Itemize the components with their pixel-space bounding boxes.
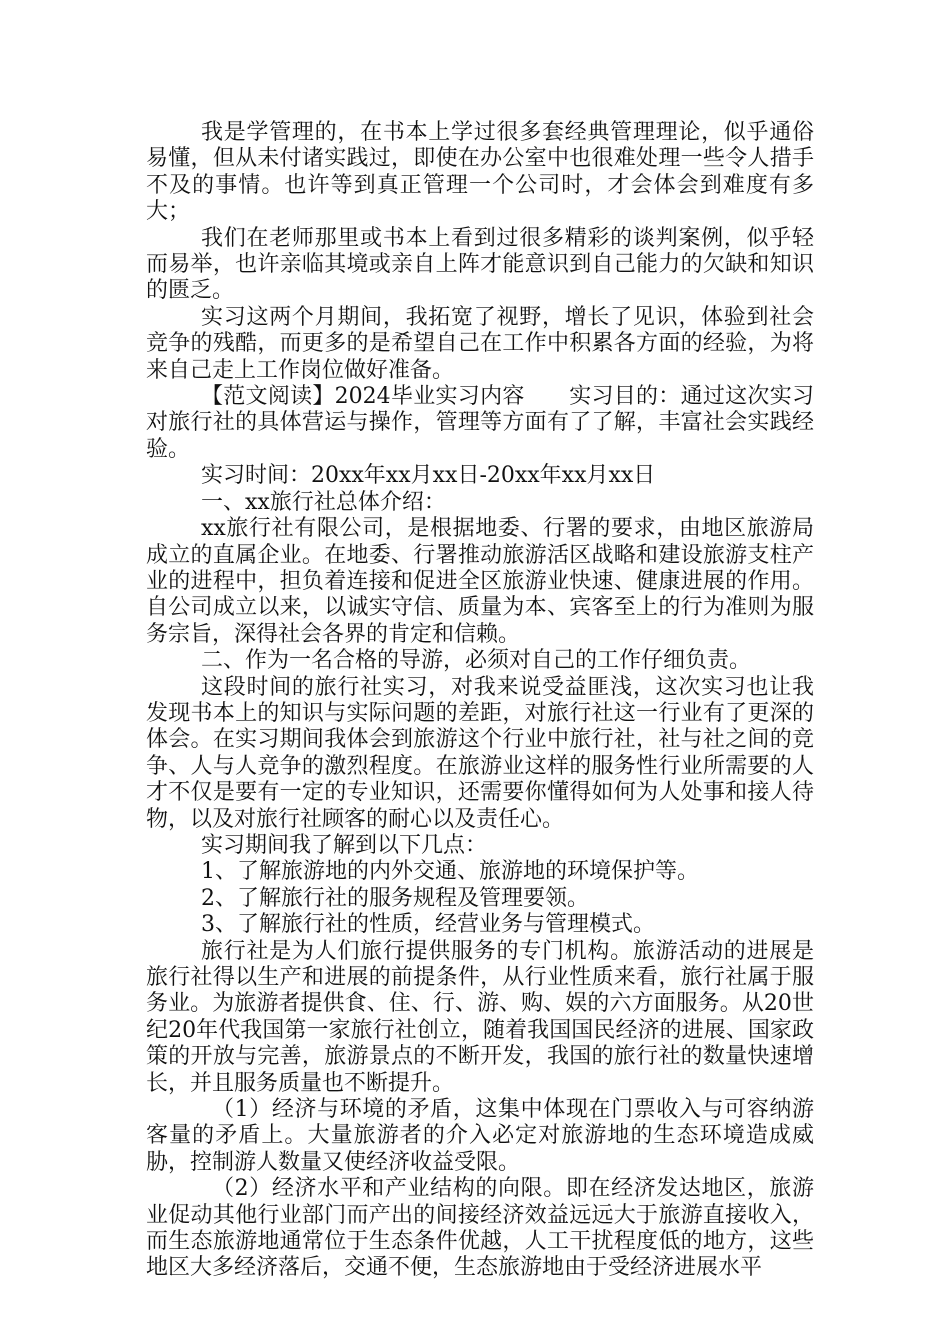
paragraph: 我是学管理的，在书本上学过很多套经典管理理论，似乎通俗易懂，但从未付诸实践过，即使在办公室中也很难处理一些令人措手不及的事情。也许等到真正管理一个公司时，才会体会到难度有多大； xyxy=(146,120,814,225)
paragraph: xx旅行社有限公司，是根据地委、行署的要求，由地区旅游局成立的直属企业。在地委、行署推动旅游活区战略和建设旅游支柱产业的进程中，担负着连接和促进全区旅游业快速、健康进展的作用。自公司成立以来，以诚实守信、质量为本、宾客至上的行为准则为服务宗旨，深得社会各界的肯定和信赖。 xyxy=(146,516,814,647)
list-item: 3、了解旅行社的性质，经营业务与管理模式。 xyxy=(201,912,655,938)
list-item: 1、了解旅游地的内外交通、旅游地的环境保护等。 xyxy=(201,859,699,885)
paragraph: 实习这两个月期间，我拓宽了视野，增长了见识，体验到社会竞争的残酷，而更多的是希望自己在工作中积累各方面的经验，为将来自己走上工作岗位做好准备。 xyxy=(146,304,814,383)
paragraph: 实习期间我了解到以下几点： xyxy=(201,832,488,858)
list-item: 2、了解旅行社的服务规程及管理要领。 xyxy=(201,885,589,911)
section-heading: 二、作为一名合格的导游，必须对自己的工作仔细负责。 xyxy=(201,648,752,674)
section-heading: 一、xx旅行社总体介绍： xyxy=(201,489,446,515)
paragraph: 旅行社是为人们旅行提供服务的专门机构。旅游活动的进展是旅行社得以生产和进展的前提条件，从行业性质来看，旅行社属于服务业。为旅游者提供食、住、行、游、购、娱的六方面服务。从20世纪20年代我国第一家旅行社创立，随着我国国民经济的进展、国家政策的开放与完善，旅游景点的不断开发，我国的旅行社的数量快速增长，并且服务质量也不断提升。 xyxy=(146,938,814,1096)
paragraph: 【范文阅读】2024毕业实习内容 实习目的：通过这次实习对旅行社的具体营运与操作，管理等方面有了了解，丰富社会实践经验。 xyxy=(146,384,814,462)
paragraph: （1）经济与环境的矛盾，这集中体现在门票收入与可容纳游客量的矛盾上。大量旅游者的介入必定对旅游地的生态环境造成威胁，控制游人数量又使经济收益受限。 xyxy=(146,1097,814,1175)
document-page xyxy=(146,120,814,1282)
paragraph: 这段时间的旅行社实习，对我来说受益匪浅，这次实习也让我发现书本上的知识与实际问题的差距，对旅行社这一行业有了更深的体会。在实习期间我体会到旅游这个行业中旅行社，社与社之间的竞争、人与人竞争的激烈程度。在旅游业这样的服务性行业所需要的人才不仅是要有一定的专业知识，还需要你懂得如何为人处事和接人待物，以及对旅行社顾客的耐心以及责任心。 xyxy=(146,674,814,832)
paragraph: 实习时间：20xx年xx月xx日-20xx年xx月xx日 xyxy=(201,463,656,489)
paragraph: 我们在老师那里或书本上看到过很多精彩的谈判案例，似乎轻而易举，也许亲临其境或亲自上阵才能意识到自己能力的欠缺和知识的匮乏。 xyxy=(146,225,814,304)
paragraph: （2）经济水平和产业结构的向限。即在经济发达地区，旅游业促动其他行业部门而产出的间接经济效益远远大于旅游直接收入，而生态旅游地通常位于生态条件优越，人工干扰程度低的地方，这些地区大多经济落后，交通不便，生态旅游地由于受经济进展水平 xyxy=(146,1176,814,1281)
